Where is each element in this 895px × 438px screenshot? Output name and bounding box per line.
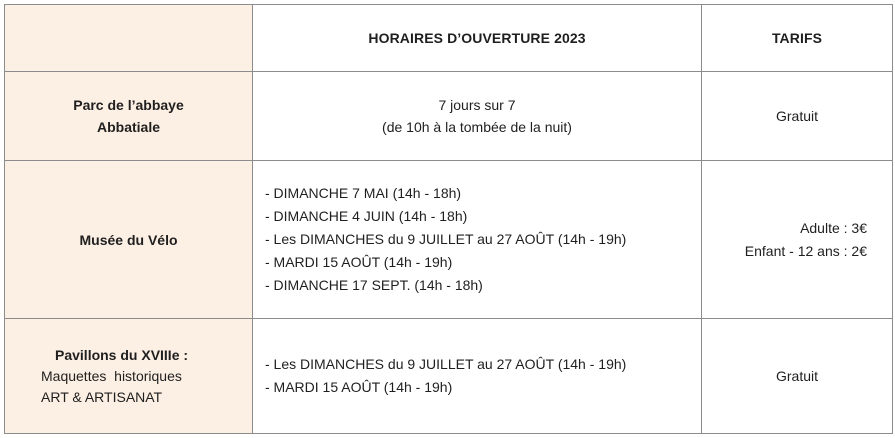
- place-cell-parc: [5, 72, 253, 161]
- table-row-pavillons: [5, 319, 893, 434]
- place-name: Parc de l’abbaye: [73, 97, 184, 113]
- place-name: Pavillons du XVIIIe :: [55, 346, 189, 363]
- date-item: - MARDI 15 AOÛT (14h - 19h): [265, 379, 453, 395]
- header-empty-cell: [5, 5, 253, 72]
- tarif-line: Enfant - 12 ans : 2€: [744, 242, 867, 259]
- header-row: [5, 5, 893, 72]
- header-tarifs: TARIFS: [702, 5, 893, 72]
- tarif-line: Gratuit: [775, 108, 818, 124]
- schedule-table: [4, 4, 893, 434]
- horaires-cell-musee: [253, 161, 702, 319]
- tarif-cell-pavillons: [702, 319, 893, 434]
- date-item: - DIMANCHE 7 MAI (14h - 18h): [265, 185, 462, 201]
- horaire-line: (de 10h à la tombée de la nuit): [382, 119, 572, 135]
- tarif-line: Gratuit: [775, 368, 818, 384]
- place-cell-musee: [5, 161, 253, 319]
- date-item: - DIMANCHE 4 JUIN (14h - 18h): [265, 208, 468, 224]
- place-subtitle: ART & ARTISANAT: [41, 388, 163, 405]
- header-horaires: HORAIRES D’OUVERTURE 2023: [253, 5, 702, 72]
- date-item: - Les DIMANCHES du 9 JUILLET au 27 AOÛT (14h - 19h): [265, 231, 627, 247]
- place-subtitle: Maquettes historiques: [41, 367, 182, 384]
- tarif-cell-musee: [702, 161, 893, 319]
- place-name: Abbatiale: [96, 119, 160, 135]
- place-cell-pavillons: [5, 319, 253, 434]
- date-list: [253, 353, 701, 399]
- horaires-cell-parc: [253, 72, 702, 161]
- date-list: [253, 182, 701, 297]
- date-item: - MARDI 15 AOÛT (14h - 19h): [265, 254, 453, 270]
- table-row-musee: [5, 161, 893, 319]
- horaire-line: 7 jours sur 7: [438, 97, 516, 113]
- horaires-cell-pavillons: [253, 319, 702, 434]
- date-item: - DIMANCHE 17 SEPT. (14h - 18h): [265, 277, 483, 293]
- table-row-parc: [5, 72, 893, 161]
- tarif-cell-parc: [702, 72, 893, 161]
- place-name: Musée du Vélo: [79, 231, 178, 248]
- tarif-line: Adulte : 3€: [800, 219, 867, 236]
- date-item: - Les DIMANCHES du 9 JUILLET au 27 AOÛT (14h - 19h): [265, 356, 627, 372]
